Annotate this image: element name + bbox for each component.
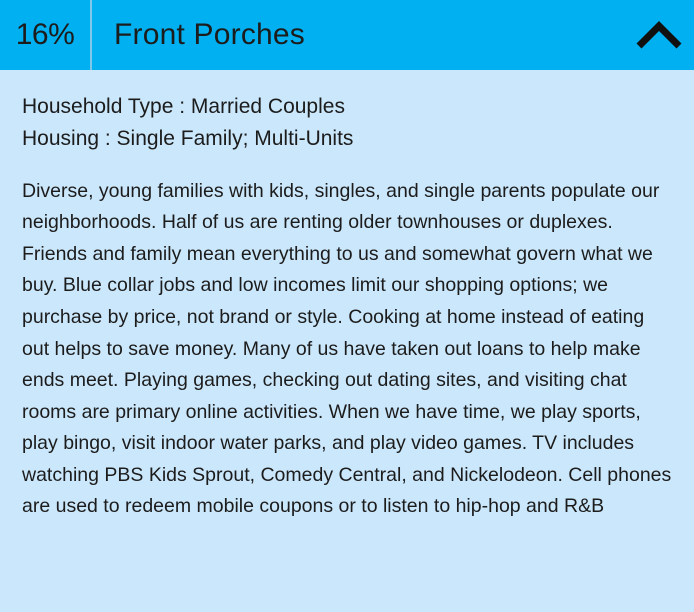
housing-line: Housing : Single Family; Multi-Units: [22, 126, 354, 150]
collapse-button[interactable]: [624, 0, 694, 70]
percent-badge: 16%: [15, 18, 75, 51]
household-type-line: Household Type : Married Couples: [22, 95, 345, 118]
chevron-up-icon: [635, 18, 683, 52]
segment-description: Diverse, young families with kids, singles, and single parents populate our neighborhoods. Half of us are renting older townhouses or duplexes. Friends and family mean everything to us and somewhat govern what we buy. Blue collar jobs and low incomes limit our shopping options; we purchase by price, not brand or style. Cooking at home instead of eating out helps to save money. Many of us have taken out loans to help make ends meet. Playing games, checking out dating sites, and visiting chat rooms are primary online activities. When we have time, we play sports, play bingo, visit indoor water parks, and play video games. TV includes watching PBS Kids Sprout, Comedy Central, and Nickelodeon. Cell phones are used to redeem mobile coupons or to listen to hip-hop and R&B: [22, 179, 672, 518]
panel-body: [0, 70, 694, 612]
page-title: Front Porches: [114, 18, 306, 51]
panel-header[interactable]: [0, 0, 694, 70]
